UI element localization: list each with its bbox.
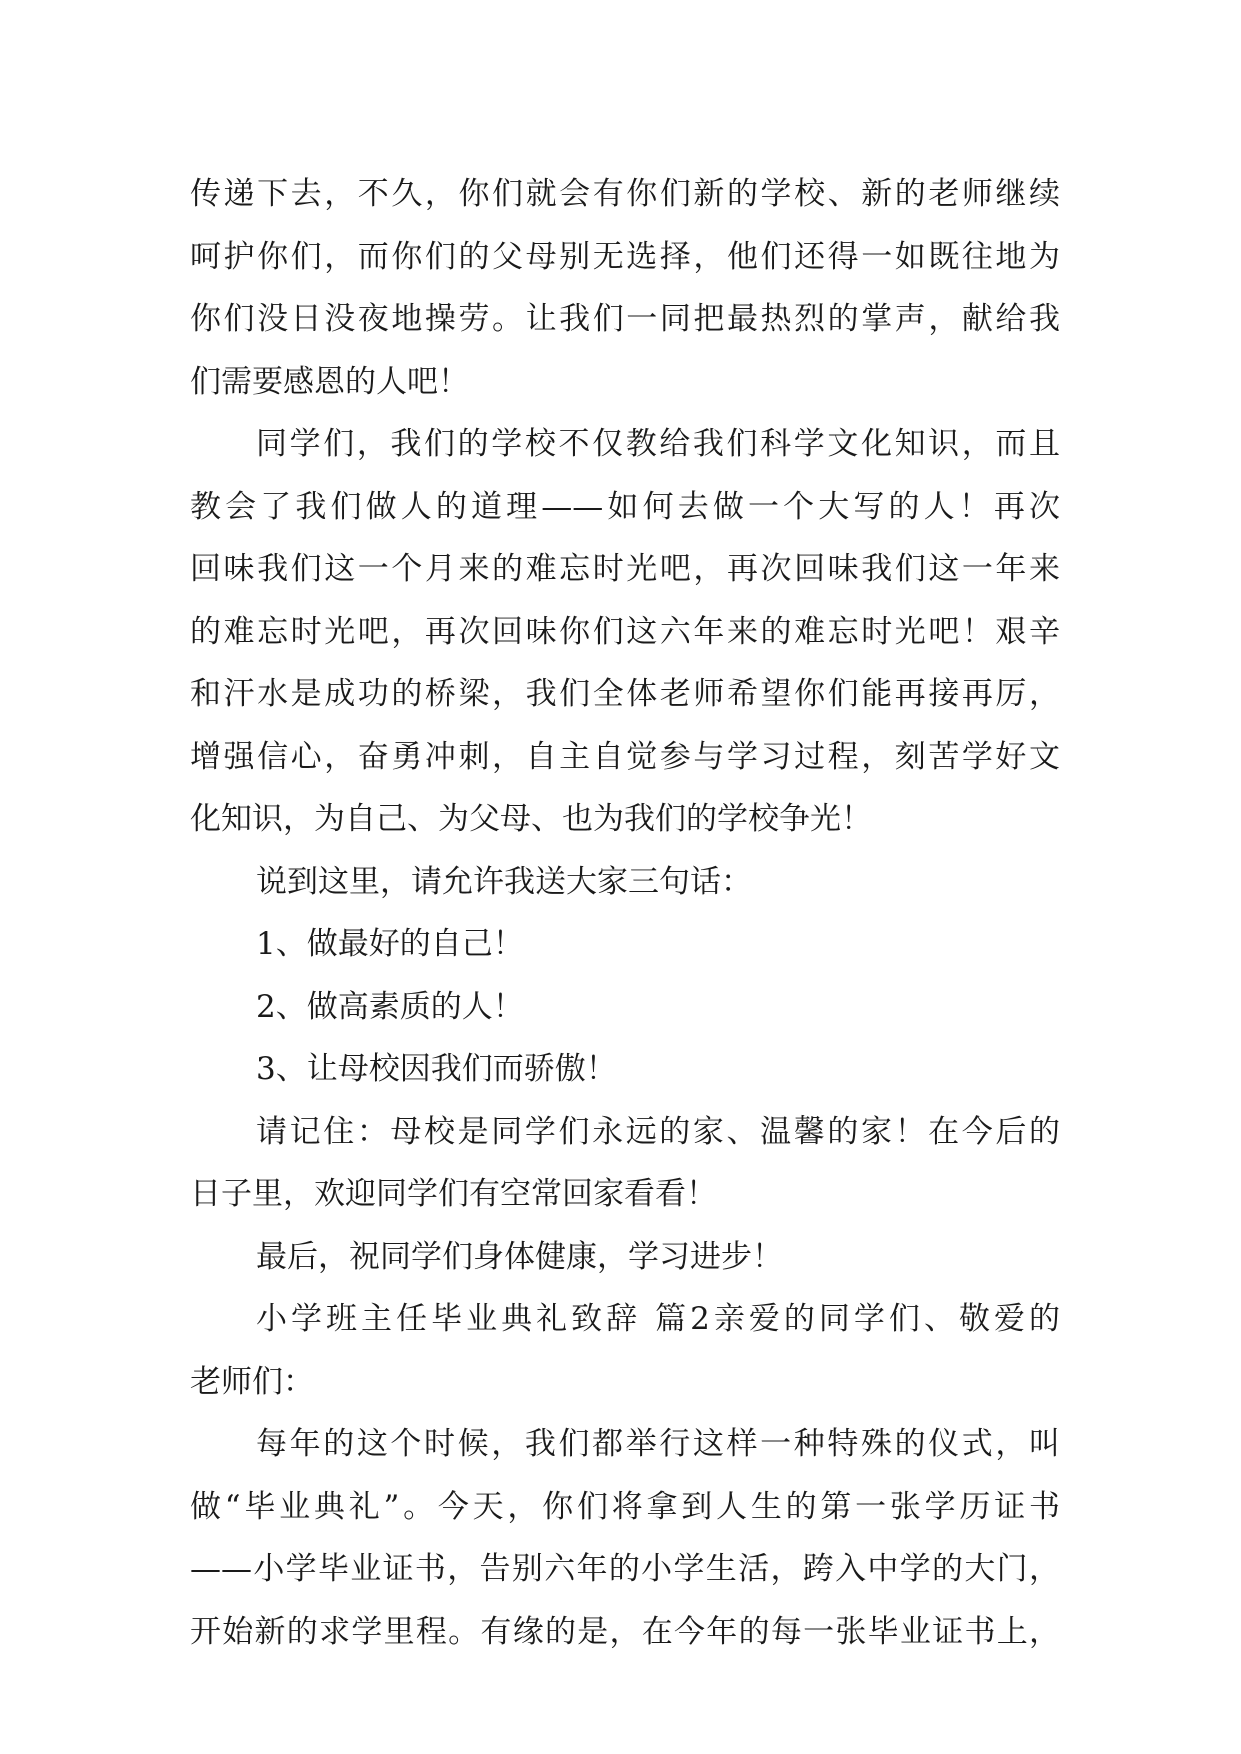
text-line: 老师们： (190, 1363, 314, 1400)
text-line: ——小学毕业证书，告别六年的小学生活，跨入中学的大门， (190, 1551, 1060, 1587)
list-item: 2、做高素质的人！ (256, 988, 524, 1025)
text-line: 日子里，欢迎同学们有空常回家看看！ (190, 1176, 717, 1212)
text-line: 的难忘时光吧，再次回味你们这六年来的难忘时光吧！艰辛 (190, 613, 1060, 650)
paragraph-start-line: 说到这里，请允许我送大家三句话： (256, 863, 752, 900)
paragraph-start-line: 同学们，我们的学校不仅教给我们科学文化知识，而且 (256, 426, 1060, 462)
text-line: 呵护你们，而你们的父母别无选择，他们还得一如既往地为 (190, 238, 1060, 275)
document-body (190, 163, 1060, 1663)
paragraph-start-line: 最后，祝同学们身体健康，学习进步！ (256, 1238, 783, 1275)
text-line: 回味我们这一个月来的难忘时光吧，再次回味我们这一年来 (190, 551, 1060, 587)
text-line: 教会了我们做人的道理——如何去做一个大写的人！再次 (190, 488, 1060, 525)
text-line: 你们没日没夜地操劳。让我们一同把最热烈的掌声，献给我 (190, 301, 1060, 337)
section-heading-line: 小学班主任毕业典礼致辞 篇2亲爱的同学们、敬爱的 (256, 1301, 1060, 1337)
text-line: 们需要感恩的人吧！ (190, 363, 469, 400)
text-line: 开始新的求学里程。有缘的是，在今年的每一张毕业证书上， (190, 1613, 1060, 1650)
text-line: 和汗水是成功的桥梁，我们全体老师希望你们能再接再厉， (190, 676, 1060, 712)
text-line: 做“毕业典礼”。今天，你们将拿到人生的第一张学历证书 (190, 1488, 1060, 1525)
text-line: 增强信心，奋勇冲刺，自主自觉参与学习过程，刻苦学好文 (190, 738, 1060, 775)
paragraph-start-line: 请记住：母校是同学们永远的家、温馨的家！在今后的 (256, 1113, 1060, 1150)
text-line: 化知识，为自己、为父母、也为我们的学校争光！ (190, 801, 872, 837)
list-item: 1、做最好的自己！ (256, 926, 524, 962)
text-line: 传递下去，不久，你们就会有你们新的学校、新的老师继续 (190, 176, 1060, 212)
list-item: 3、让母校因我们而骄傲！ (256, 1051, 617, 1087)
paragraph-start-line: 每年的这个时候，我们都举行这样一种特殊的仪式，叫 (256, 1426, 1060, 1462)
